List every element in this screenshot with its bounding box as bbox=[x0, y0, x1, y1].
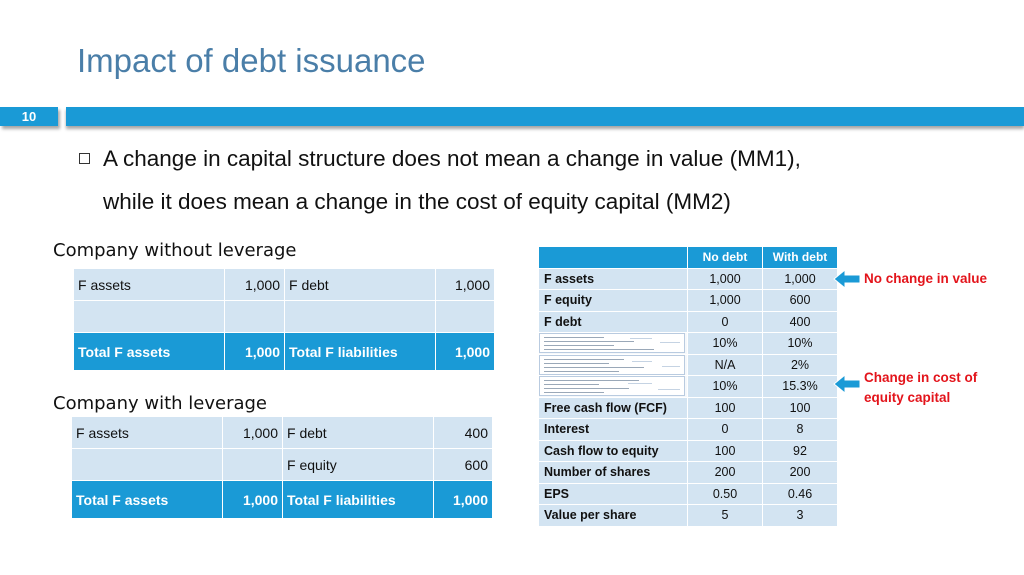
header-row bbox=[539, 247, 837, 268]
cell: F debt bbox=[283, 417, 433, 448]
row-label: Value per share bbox=[539, 505, 687, 526]
cell: N/A bbox=[688, 355, 762, 376]
row-label: F debt bbox=[539, 312, 687, 333]
cell: 100 bbox=[763, 398, 837, 419]
table-row bbox=[539, 376, 837, 397]
cell bbox=[225, 301, 284, 332]
embedded-thumbnail-image bbox=[539, 355, 687, 376]
row-label: F equity bbox=[539, 290, 687, 311]
comparison-table bbox=[538, 246, 838, 527]
embedded-thumbnail-image bbox=[539, 376, 687, 397]
table-row bbox=[74, 301, 494, 332]
header-cell: With debt bbox=[763, 247, 837, 268]
cell: Total F liabilities bbox=[285, 333, 435, 370]
cell: 0 bbox=[688, 312, 762, 333]
row-label: Number of shares bbox=[539, 462, 687, 483]
row-label: Free cash flow (FCF) bbox=[539, 398, 687, 419]
row-label: EPS bbox=[539, 484, 687, 505]
embedded-thumbnail-image bbox=[539, 333, 687, 354]
arrow-left-icon bbox=[833, 268, 861, 290]
cell: F assets bbox=[74, 269, 224, 300]
levered-balance-sheet bbox=[71, 416, 493, 519]
callout-line: Change in cost of bbox=[864, 370, 978, 385]
cell: 1,000 bbox=[223, 417, 282, 448]
slide-number: 10 bbox=[0, 107, 58, 126]
total-row bbox=[74, 333, 494, 370]
cell: F equity bbox=[283, 449, 433, 480]
cell: 200 bbox=[763, 462, 837, 483]
cell: 1,000 bbox=[436, 333, 494, 370]
cell: Total F assets bbox=[74, 333, 224, 370]
table-row bbox=[539, 333, 837, 354]
unlevered-balance-sheet bbox=[73, 268, 495, 371]
table-row bbox=[539, 269, 837, 290]
cell bbox=[72, 449, 222, 480]
cell: 1,000 bbox=[225, 333, 284, 370]
levered-label: Company with leverage bbox=[53, 393, 267, 414]
table-row bbox=[72, 417, 492, 448]
row-label: Cash flow to equity bbox=[539, 441, 687, 462]
bullet-text-line-1: A change in capital structure does not mean a change in value (MM1), bbox=[103, 146, 801, 171]
cell: 1,000 bbox=[223, 481, 282, 518]
cell: 2% bbox=[763, 355, 837, 376]
cell: 400 bbox=[434, 417, 492, 448]
table-row bbox=[539, 312, 837, 333]
cell: 1,000 bbox=[225, 269, 284, 300]
cell: 400 bbox=[763, 312, 837, 333]
cell: 1,000 bbox=[688, 269, 762, 290]
table-row bbox=[539, 462, 837, 483]
cell: 100 bbox=[688, 441, 762, 462]
cell bbox=[74, 301, 224, 332]
cell: F assets bbox=[72, 417, 222, 448]
cell bbox=[436, 301, 494, 332]
cell: Total F assets bbox=[72, 481, 222, 518]
cell: 10% bbox=[688, 333, 762, 354]
cell: 0.46 bbox=[763, 484, 837, 505]
unlevered-label: Company without leverage bbox=[53, 240, 297, 261]
cell: 100 bbox=[688, 398, 762, 419]
table-row bbox=[539, 355, 837, 376]
cell: 0 bbox=[688, 419, 762, 440]
cell: 92 bbox=[763, 441, 837, 462]
bullet-text-line-2: while it does mean a change in the cost of equity capital (MM2) bbox=[103, 189, 731, 214]
no-change-callout: No change in value bbox=[864, 271, 988, 286]
title-bar bbox=[66, 107, 1024, 126]
cell: 8 bbox=[763, 419, 837, 440]
table-row bbox=[539, 398, 837, 419]
total-row bbox=[72, 481, 492, 518]
cell: 600 bbox=[434, 449, 492, 480]
table-row bbox=[74, 269, 494, 300]
cell: Total F liabilities bbox=[283, 481, 433, 518]
cell: 0.50 bbox=[688, 484, 762, 505]
row-label: Interest bbox=[539, 419, 687, 440]
bullet-square-icon bbox=[79, 153, 90, 164]
cell bbox=[285, 301, 435, 332]
table-row bbox=[539, 290, 837, 311]
cell: 1,000 bbox=[436, 269, 494, 300]
table-row bbox=[539, 484, 837, 505]
header-cell: No debt bbox=[688, 247, 762, 268]
cell: 1,000 bbox=[434, 481, 492, 518]
cell: 10% bbox=[688, 376, 762, 397]
slide-title: Impact of debt issuance bbox=[77, 42, 426, 79]
table-row bbox=[539, 505, 837, 526]
table-row bbox=[72, 449, 492, 480]
cell: 600 bbox=[763, 290, 837, 311]
cell: 3 bbox=[763, 505, 837, 526]
row-label: F assets bbox=[539, 269, 687, 290]
cell: 200 bbox=[688, 462, 762, 483]
cell: 10% bbox=[763, 333, 837, 354]
cost-change-callout bbox=[864, 368, 977, 408]
cell bbox=[223, 449, 282, 480]
callout-line: equity capital bbox=[864, 390, 951, 405]
cell: 15.3% bbox=[763, 376, 837, 397]
header-cell bbox=[539, 247, 687, 268]
cell: 1,000 bbox=[763, 269, 837, 290]
table-row bbox=[539, 441, 837, 462]
table-row bbox=[539, 419, 837, 440]
cell: 5 bbox=[688, 505, 762, 526]
cell: F debt bbox=[285, 269, 435, 300]
arrow-left-icon bbox=[833, 373, 861, 395]
cell: 1,000 bbox=[688, 290, 762, 311]
